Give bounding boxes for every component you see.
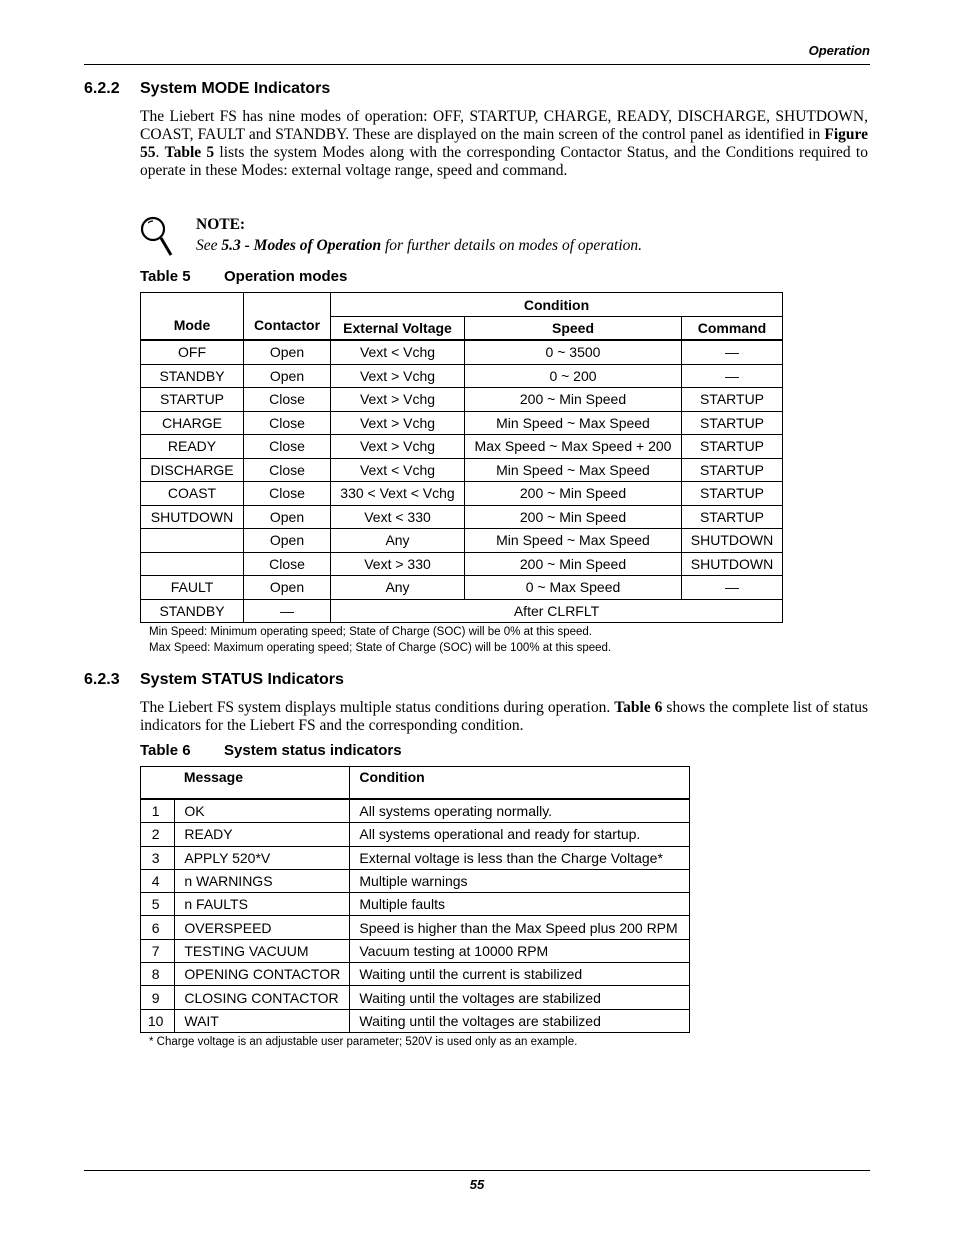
table-row — [141, 599, 783, 623]
cell-mode: STANDBY — [141, 364, 244, 388]
table-row — [141, 939, 690, 962]
cell-number: 1 — [141, 799, 175, 823]
table-row — [141, 529, 783, 553]
table5-caption: Table 5 Operation modes — [140, 268, 348, 285]
cell-command: — — [682, 576, 783, 600]
table-row — [141, 576, 783, 600]
cell-condition: Speed is higher than the Max Speed plus 200 RPM — [350, 916, 690, 939]
cell-condition: Multiple warnings — [350, 869, 690, 892]
cell-speed: 0 ~ Max Speed — [465, 576, 682, 600]
cell-message: WAIT — [175, 1009, 350, 1032]
cell-speed: 0 ~ 3500 — [465, 340, 682, 364]
cell-condition: Vacuum testing at 10000 RPM — [350, 939, 690, 962]
cell-command: STARTUP — [682, 458, 783, 482]
table-row — [141, 505, 783, 529]
table-row — [141, 364, 783, 388]
table5-footnote-max-speed: Max Speed: Maximum operating speed; State of Charge (SOC) will be 100% at this speed. — [149, 642, 612, 654]
table-row — [141, 846, 690, 869]
col-header-mode: Mode — [141, 293, 244, 341]
cell-message: OPENING CONTACTOR — [175, 963, 350, 986]
col-header-contactor: Contactor — [244, 293, 331, 341]
cell-message: OVERSPEED — [175, 916, 350, 939]
table-row — [141, 916, 690, 939]
table-row — [141, 963, 690, 986]
cell-external-voltage: Vext > 330 — [331, 552, 465, 576]
table-row — [141, 869, 690, 892]
table-reference[interactable]: Table 5 — [164, 144, 215, 161]
cell-external-voltage: Vext < 330 — [331, 505, 465, 529]
section-622-paragraph: The Liebert FS has nine modes of operation: OFF, STARTUP, CHARGE, READY, DISCHARGE, SHUTDOWN, COAST, FAULT and STANDBY. These are displayed on the main screen of the control panel as identified in Figure 55. Table 5 lists the system Modes along with the corresponding Contactor Status, and the Conditions required to operate in these Modes: external voltage range, speed and command. — [140, 108, 868, 179]
cell-contactor: Close — [244, 411, 331, 435]
cell-speed: 200 ~ Min Speed — [465, 388, 682, 412]
col-header-condition: Condition — [350, 767, 690, 800]
cell-speed: Min Speed ~ Max Speed — [465, 411, 682, 435]
table-row — [141, 1009, 690, 1032]
status-indicators-table — [140, 766, 690, 1033]
cell-speed: 0 ~ 200 — [465, 364, 682, 388]
table-row — [141, 435, 783, 459]
section-heading-622: 6.2.2 System MODE Indicators — [84, 80, 331, 97]
cell-mode: DISCHARGE — [141, 458, 244, 482]
cell-command: STARTUP — [682, 435, 783, 459]
cell-speed: 200 ~ Min Speed — [465, 505, 682, 529]
table6-caption: Table 6 System status indicators — [140, 742, 402, 759]
cell-message: n WARNINGS — [175, 869, 350, 892]
operation-modes-table — [140, 292, 783, 623]
cell-speed: 200 ~ Min Speed — [465, 552, 682, 576]
cell-contactor: Open — [244, 340, 331, 364]
cell-condition: External voltage is less than the Charge Voltage* — [350, 846, 690, 869]
cell-external-voltage: Vext < Vchg — [331, 340, 465, 364]
cell-contactor: Close — [244, 458, 331, 482]
cell-external-voltage: Any — [331, 576, 465, 600]
table-row — [141, 893, 690, 916]
cell-mode: COAST — [141, 482, 244, 506]
cell-speed: Min Speed ~ Max Speed — [465, 458, 682, 482]
cell-contactor: Close — [244, 552, 331, 576]
cell-speed: Min Speed ~ Max Speed — [465, 529, 682, 553]
table-row — [141, 986, 690, 1009]
cell-command: — — [682, 364, 783, 388]
cell-contactor: Open — [244, 529, 331, 553]
col-header-condition: Condition — [331, 293, 783, 317]
cell-command: SHUTDOWN — [682, 529, 783, 553]
magnifier-icon — [138, 214, 174, 258]
cell-mode — [141, 552, 244, 576]
cell-mode: STARTUP — [141, 388, 244, 412]
cell-external-voltage: Any — [331, 529, 465, 553]
cell-speed: 200 ~ Min Speed — [465, 482, 682, 506]
table5-footnote-min-speed: Min Speed: Minimum operating speed; State of Charge (SOC) will be 0% at this speed. — [149, 626, 592, 638]
cell-number: 7 — [141, 939, 175, 962]
section-heading-623: 6.2.3 System STATUS Indicators — [84, 671, 344, 688]
table-row — [141, 823, 690, 846]
cell-command: STARTUP — [682, 505, 783, 529]
col-header-message: Message — [175, 767, 350, 800]
cell-mode: OFF — [141, 340, 244, 364]
cell-command: STARTUP — [682, 388, 783, 412]
cell-external-voltage: Vext > Vchg — [331, 388, 465, 412]
cell-message: READY — [175, 823, 350, 846]
cell-condition: Multiple faults — [350, 893, 690, 916]
header-rule — [84, 64, 870, 65]
figure-reference[interactable]: Figure 55 — [140, 126, 868, 161]
cell-mode: READY — [141, 435, 244, 459]
modes-of-operation-link[interactable]: 5.3 - Modes of Operation — [221, 237, 382, 254]
cell-contactor: Open — [244, 364, 331, 388]
cell-external-voltage: 330 < Vext < Vchg — [331, 482, 465, 506]
section-623-paragraph: The Liebert FS system displays multiple status conditions during operation. Table 6 shows the complete list of status indicators for the Liebert FS and the corresponding condition. — [140, 699, 869, 734]
cell-command: — — [682, 340, 783, 364]
cell-condition: Waiting until the voltages are stabilized — [350, 1009, 690, 1032]
cell-condition: Waiting until the voltages are stabilized — [350, 986, 690, 1009]
cell-number: 4 — [141, 869, 175, 892]
cell-contactor: Open — [244, 505, 331, 529]
cell-contactor: Close — [244, 388, 331, 412]
cell-condition: All systems operating normally. — [350, 799, 690, 823]
cell-condition: After CLRFLT — [331, 599, 783, 623]
cell-message: TESTING VACUUM — [175, 939, 350, 962]
cell-number: 6 — [141, 916, 175, 939]
table-row — [141, 411, 783, 435]
col-header-command: Command — [682, 317, 783, 341]
cell-message: OK — [175, 799, 350, 823]
table-row — [141, 340, 783, 364]
cell-command: SHUTDOWN — [682, 552, 783, 576]
footer-rule — [84, 1170, 870, 1171]
cell-contactor: — — [244, 599, 331, 623]
table-row — [141, 552, 783, 576]
cell-external-voltage: Vext > Vchg — [331, 364, 465, 388]
cell-number: 10 — [141, 1009, 175, 1032]
cell-external-voltage: Vext < Vchg — [331, 458, 465, 482]
cell-mode: STANDBY — [141, 599, 244, 623]
table6-reference[interactable]: Table 6 — [614, 699, 663, 716]
cell-number: 2 — [141, 823, 175, 846]
cell-contactor: Close — [244, 482, 331, 506]
table-row — [141, 458, 783, 482]
cell-contactor: Close — [244, 435, 331, 459]
cell-condition: All systems operational and ready for startup. — [350, 823, 690, 846]
cell-contactor: Open — [244, 576, 331, 600]
cell-mode — [141, 529, 244, 553]
cell-number: 9 — [141, 986, 175, 1009]
cell-condition: Waiting until the current is stabilized — [350, 963, 690, 986]
cell-number: 3 — [141, 846, 175, 869]
cell-external-voltage: Vext > Vchg — [331, 435, 465, 459]
cell-speed: Max Speed ~ Max Speed + 200 — [465, 435, 682, 459]
col-header-number — [141, 767, 175, 800]
cell-command: STARTUP — [682, 411, 783, 435]
col-header-external-voltage: External Voltage — [331, 317, 465, 341]
cell-number: 5 — [141, 893, 175, 916]
note-title: NOTE: — [196, 216, 246, 233]
page-number: 55 — [469, 1177, 485, 1192]
running-header: Operation — [808, 43, 870, 58]
cell-mode: FAULT — [141, 576, 244, 600]
cell-number: 8 — [141, 963, 175, 986]
cell-mode: SHUTDOWN — [141, 505, 244, 529]
col-header-speed: Speed — [465, 317, 682, 341]
cell-message: CLOSING CONTACTOR — [175, 986, 350, 1009]
cell-message: APPLY 520*V — [175, 846, 350, 869]
cell-command: STARTUP — [682, 482, 783, 506]
table-row — [141, 482, 783, 506]
cell-mode: CHARGE — [141, 411, 244, 435]
cell-external-voltage: Vext > Vchg — [331, 411, 465, 435]
cell-message: n FAULTS — [175, 893, 350, 916]
table-row — [141, 388, 783, 412]
table-row — [141, 799, 690, 823]
table6-footnote: * Charge voltage is an adjustable user parameter; 520V is used only as an example. — [149, 1036, 578, 1048]
note-body: See 5.3 - Modes of Operation for further details on modes of operation. — [196, 237, 643, 254]
